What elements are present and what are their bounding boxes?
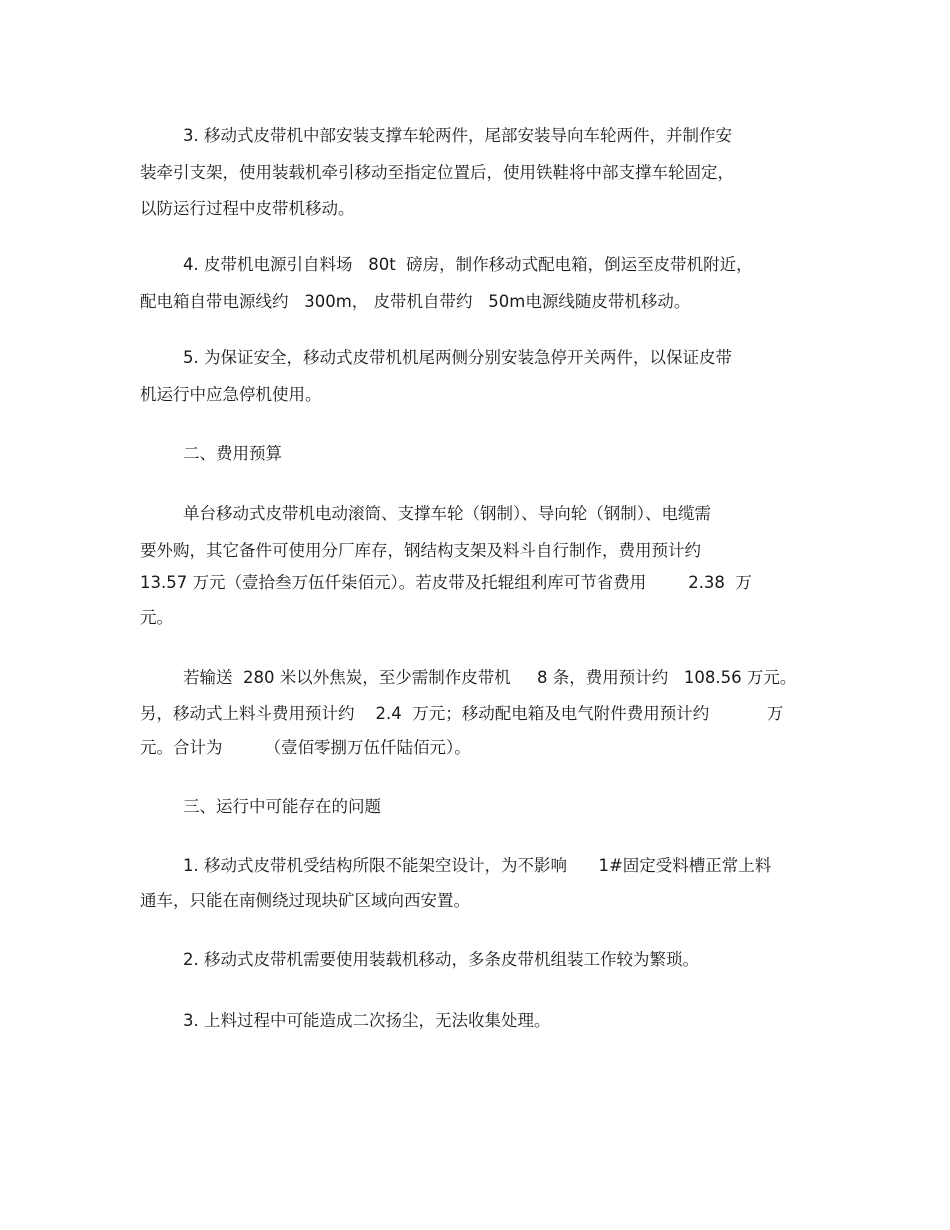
budget-paragraph-2-line-2: 另，移动式上料斗费用预计约 2.4 万元；移动配电箱及电气附件费用预计约 万 — [140, 704, 784, 723]
paragraph-3-line-1: 3. 移动式皮带机中部安装支撑车轮两件，尾部安装导向车轮两件，并制作安 — [183, 126, 732, 145]
paragraph-5-line-2: 机运行中应急停机使用。 — [140, 385, 322, 404]
paragraph-3-line-2: 装牵引支架，使用装载机牵引移动至指定位置后，使用铁鞋将中部支撑车轮固定， — [140, 163, 734, 182]
issue-2-line-1: 2. 移动式皮带机需要使用装载机移动，多条皮带机组装工作较为繁琐。 — [183, 950, 699, 969]
budget-paragraph-1-line-3: 13.57 万元（壹拾叁万伍仟柒佰元）。若皮带及托辊组利库可节省费用 2.38 万 — [140, 573, 752, 592]
paragraph-4-line-1: 4. 皮带机电源引自料场 80t 磅房，制作移动式配电箱，倒运至皮带机附近， — [183, 255, 753, 274]
section-heading-budget: 二、费用预算 — [183, 444, 282, 463]
budget-paragraph-1-line-4: 元。 — [140, 608, 173, 627]
issue-1-line-2: 通车，只能在南侧绕过现块矿区域向西安置。 — [140, 891, 470, 910]
budget-paragraph-1-line-2: 要外购，其它备件可使用分厂库存，钢结构支架及料斗自行制作，费用预计约 — [140, 541, 701, 560]
budget-paragraph-2-line-3: 元。合计为 （壹佰零捌万伍仟陆佰元）。 — [140, 738, 471, 757]
issue-3-line-1: 3. 上料过程中可能造成二次扬尘，无法收集处理。 — [183, 1011, 551, 1030]
paragraph-3-line-3: 以防运行过程中皮带机移动。 — [140, 199, 355, 218]
section-heading-issues: 三、运行中可能存在的问题 — [183, 797, 381, 816]
issue-1-line-1: 1. 移动式皮带机受结构所限不能架空设计，为不影响 1#固定受料槽正常上料 — [183, 856, 772, 875]
budget-paragraph-1-line-1: 单台移动式皮带机电动滚筒、支撑车轮（钢制）、导向轮（钢制）、电缆需 — [183, 504, 711, 523]
budget-paragraph-2-line-1: 若输送 280 米以外焦炭，至少需制作皮带机 8 条，费用预计约 108.56 万元。 — [183, 668, 797, 687]
paragraph-4-line-2: 配电箱自带电源线约 300m， 皮带机自带约 50m电源线随皮带机移动。 — [140, 292, 691, 311]
paragraph-5-line-1: 5. 为保证安全，移动式皮带机机尾两侧分别安装急停开关两件，以保证皮带 — [183, 348, 732, 367]
